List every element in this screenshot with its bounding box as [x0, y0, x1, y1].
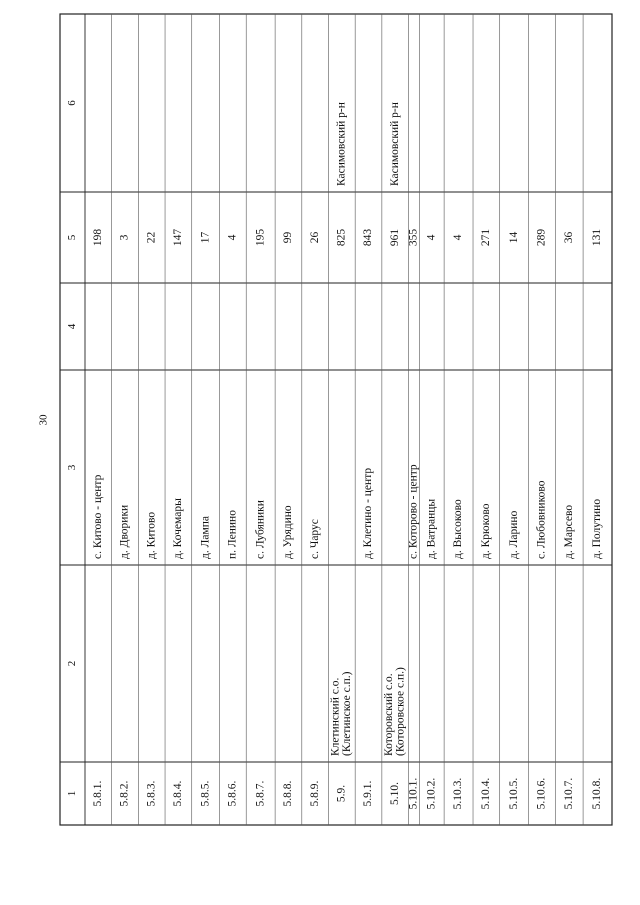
- population-value: 289: [535, 228, 548, 247]
- settlement-name: п. Ленино: [226, 510, 239, 559]
- population-value: 195: [254, 228, 267, 247]
- population-value: 17: [199, 231, 212, 244]
- row-number: 5.9.: [335, 784, 348, 803]
- row-number: 5.10.6.: [535, 777, 548, 810]
- row-number: 5.8.9.: [308, 780, 321, 807]
- population-value: 355: [407, 228, 420, 247]
- population-value: 198: [91, 228, 104, 247]
- column-header: 2: [66, 660, 79, 667]
- settlement-name: с. Китово - центр: [91, 474, 104, 559]
- settlement-name: с. Которово - центр: [407, 464, 420, 559]
- population-value: 843: [362, 228, 375, 247]
- settlement-name: д. Ларино: [507, 510, 520, 559]
- population-value: 4: [452, 234, 465, 241]
- settlement-name: с. Чарус: [308, 519, 321, 559]
- settlement-name: д. Дворики: [118, 504, 131, 559]
- row-number: 5.10.8.: [591, 777, 604, 810]
- settlement-name: д. Высоково: [452, 499, 465, 559]
- population-value: 4: [226, 234, 239, 241]
- row-number: 5.8.4.: [172, 780, 185, 807]
- row-number: 5.10.4.: [480, 777, 493, 810]
- settlement-name: д. Ватранцы: [425, 498, 438, 559]
- column-header: 6: [66, 100, 79, 106]
- column-header: 1: [66, 790, 79, 797]
- settlement-name: д. Марсево: [562, 504, 575, 559]
- column-header: 5: [66, 234, 79, 241]
- population-value: 147: [172, 228, 185, 247]
- row-number: 5.8.6.: [226, 780, 239, 807]
- row-number: 5.10.5.: [507, 777, 520, 810]
- population-value: 131: [591, 228, 604, 247]
- district-name: Касимовский р-н: [335, 102, 348, 186]
- row-number: 5.8.1.: [91, 780, 104, 807]
- population-value: 961: [388, 228, 401, 247]
- row-number: 5.8.8.: [282, 780, 295, 807]
- column-header: 4: [66, 323, 79, 330]
- district-name: Касимовский р-н: [388, 102, 401, 186]
- settlement-name: д. Крюково: [480, 503, 493, 559]
- population-value: 14: [507, 231, 520, 244]
- row-number: 5.8.7.: [254, 780, 267, 807]
- row-number: 5.10.: [388, 782, 401, 805]
- settlement-name: д. Полутино: [591, 498, 604, 559]
- row-number: 5.8.2.: [118, 780, 131, 807]
- population-value: 36: [562, 231, 575, 244]
- row-number: 5.10.2.: [425, 777, 438, 810]
- population-value: 22: [145, 231, 158, 244]
- settlement-name: с. Любовниково: [535, 480, 548, 559]
- settlement-name: д. Урядино: [282, 505, 295, 559]
- population-value: 26: [308, 231, 321, 244]
- municipality-name: (Которовское с.п.): [394, 667, 407, 756]
- settlement-name: с. Лубяники: [254, 500, 267, 559]
- row-number: 5.8.3.: [145, 780, 158, 807]
- population-value: 3: [118, 234, 131, 241]
- population-value: 4: [425, 234, 438, 241]
- settlement-name: д. Клетино - центр: [362, 467, 375, 559]
- settlement-name: д. Китово: [145, 511, 158, 559]
- settlement-name: д. Лампа: [199, 515, 212, 559]
- municipality-name: Клетинский с.о.: [329, 677, 342, 756]
- page-number: 30: [37, 414, 50, 426]
- row-number: 5.8.5.: [199, 780, 212, 807]
- municipality-name: (Клетинское с.п.): [341, 671, 354, 756]
- column-header: 3: [66, 464, 79, 471]
- row-number: 5.10.1.: [407, 777, 420, 810]
- municipality-name: Которовский с.о.: [383, 673, 396, 756]
- population-value: 271: [480, 228, 493, 247]
- settlement-name: д. Кочемары: [172, 498, 185, 559]
- row-number: 5.10.3.: [452, 777, 465, 810]
- row-number: 5.10.7.: [562, 777, 575, 810]
- data-table: [60, 14, 612, 825]
- row-number: 5.9.1.: [362, 780, 375, 807]
- population-value: 99: [282, 231, 295, 244]
- population-value: 825: [335, 228, 348, 247]
